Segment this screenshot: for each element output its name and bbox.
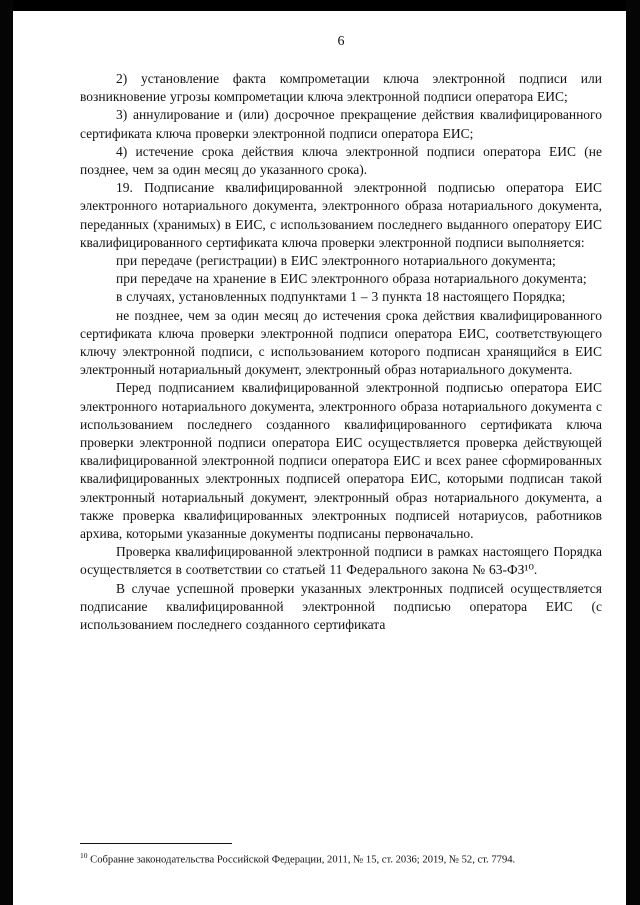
paragraph: 2) установление факта компрометации ключа электронной подписи или возникновение угрозы компрометации ключа электронной подписи оператора ЕИС; — [80, 71, 602, 105]
scan-border-right — [626, 0, 640, 905]
paragraph: 3) аннулирование и (или) досрочное прекращение действия квалифицированного сертификата ключа проверки электронной подписи оператора ЕИС; — [80, 107, 602, 141]
paragraph: при передаче на хранение в ЕИС электронного образа нотариального документа; — [116, 271, 587, 287]
paragraph: В случае успешной проверки указанных электронных подписей осуществляется подписание квалифицированной электронной подписью оператора ЕИС (с использованием последнего созданного сертификата — [80, 580, 602, 633]
paragraph: Проверка квалифицированной электронной подписи в рамках настоящего Порядка осуществляется в соответствии со статьей 11 Федерального закона № 63-ФЗ¹⁰. — [80, 544, 602, 578]
paragraph: не позднее, чем за один месяц до истечения срока действия квалифицированного сертификата ключа проверки электронной подписи оператора ЕИС, соответствующего ключу электронной подписи, с использованием которого подписан хранящийся в ЕИС электронный нотариальный документ, электронный образ нотариального документа. — [80, 307, 602, 378]
scan-border-left — [0, 0, 13, 905]
paragraph: 19. Подписание квалифицированной электронной подписью оператора ЕИС электронного нотариального документа, электронного образа нотариального документа, переданных (хранимых) в ЕИС, с использованием последнего выданного оператору ЕИС квалифицированного сертификата ключа проверки электронной подписи выполняется: — [80, 180, 602, 250]
footnote-marker: 10 — [80, 851, 88, 860]
paragraph: в случаях, установленных подпунктами 1 – 3 пункта 18 настоящего Порядка; — [116, 289, 566, 305]
footnote-divider — [80, 843, 232, 844]
page-number: 6 — [337, 34, 345, 49]
footnote — [80, 849, 602, 868]
paragraph: 4) истечение срока действия ключа электронной подписи оператора ЕИС (не позднее, чем за один месяц до указанного срока). — [80, 143, 602, 178]
footnote-text: Собрание законодательства Российской Федерации, 2011, № 15, ст. 2036; 2019, № 52, ст. 7794. — [90, 854, 516, 866]
document-page — [80, 34, 602, 634]
paragraph: Перед подписанием квалифицированной электронной подписью оператора ЕИС электронного нотариального документа, электронного образа нотариального документа с использованием последнего созданного квалифицированного сертификата ключа проверки электронной подписи оператора ЕИС осуществляется проверка действующей квалифицированной электронной подписи оператора ЕИС и всех ранее сформированных квалифицированных электронных подписей оператора ЕИС, которыми подписан такой электронный нотариальный документ, электронный образ нотариального документа, а также проверка квалифицированных электронных подписей нотариусов, работников архива, которыми указанные документы подписаны первоначально. — [80, 380, 602, 542]
paragraph: при передаче (регистрации) в ЕИС электронного нотариального документа; — [116, 253, 556, 269]
scan-border-top — [0, 0, 640, 11]
